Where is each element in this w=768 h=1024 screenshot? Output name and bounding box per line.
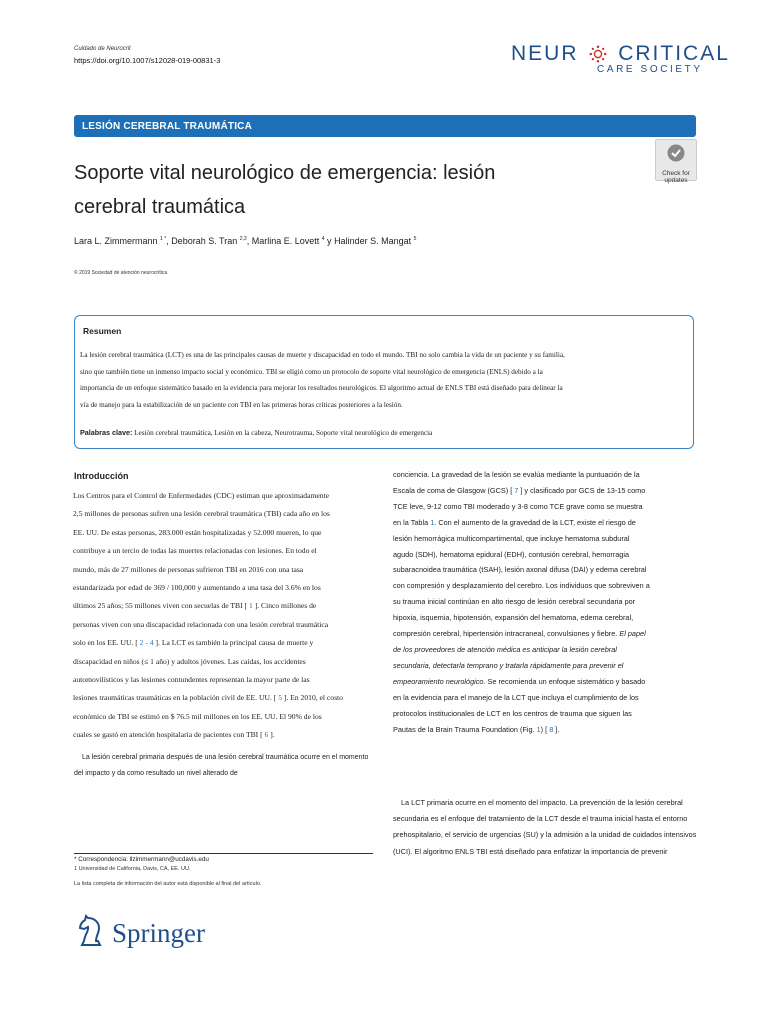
reference-link[interactable]: 5 — [278, 693, 282, 703]
intro-heading: Introducción — [74, 471, 129, 481]
text-line: Escala de coma de Glasgow (GCS) [ 7 ] y clasificado por GCS de 13-15 como — [393, 485, 646, 495]
text-line: agudo (SDH), hematoma epidural (EDH), contusión cerebral, hemorragia — [393, 549, 630, 559]
reference-link[interactable]: 6 — [264, 730, 269, 740]
text-line: discapacidad en niños (≤ 1 año) y adultos jóvenes. Las caídas, los accidentes — [73, 656, 306, 666]
author-affiliation: 1 * — [160, 236, 167, 242]
title-line-2: cerebral traumática — [74, 196, 246, 218]
author-name: Marlina E. Lovett — [251, 236, 320, 246]
check-for-updates-badge[interactable] — [655, 139, 697, 184]
text-line: subaracnoidea traumática (tSAH), lesión axonal difusa (DAI) y edema cerebral — [393, 565, 647, 575]
badge-line-2: updates — [664, 177, 688, 184]
ncs-logo — [511, 42, 730, 82]
copyright-notice: © 2019 Sociedad de atención neurocrítica — [74, 270, 168, 276]
text-line: Los Centros para el Control de Enfermedades (CDC) estiman que aproximadamente — [73, 491, 329, 500]
text-line: cuales se gastó en atención hospitalaria de pacientes con TBI [ 6 ]. — [73, 730, 275, 740]
reference-link[interactable]: 7 — [514, 485, 519, 495]
section-label: LESIÓN CEREBRAL TRAUMÁTICA — [82, 121, 253, 132]
intro-paragraph-2: La lesión cerebral primaria después de una lesión cerebral traumática ocurre en el momento del impacto y da como resultado un nivel alterado de — [74, 754, 369, 777]
title-line-1: Soporte vital neurológico de emergencia: lesión — [74, 162, 496, 184]
abstract-heading: Resumen — [83, 326, 122, 336]
text-line: mundo, más de 27 millones de personas sufrieron TBI en 2016 con una tasa — [73, 564, 304, 574]
right-paragraph-2: La LCT primaria ocurre en el momento del impacto. La prevención de la lesión cerebral secundaria es el enfoque del tratamiento de la LCT desde el trauma inicial hasta el entorno prehospitalario, el servicio de urgencias (SU) y la admisión a la unidad de cuidados intensivos (UCI). El algoritmo ENLS TBI está diseñado para enfatizar la importancia de prevenir — [393, 798, 697, 856]
author-affiliation: 4 — [321, 236, 325, 242]
section-banner — [74, 115, 696, 137]
badge-line-1: Check for — [662, 170, 690, 177]
figure-link[interactable]: 1 — [536, 724, 541, 734]
springer-logo — [74, 914, 205, 950]
text-line: 2,5 millones de personas sufren una lesión cerebral traumática (TBI) cada año en los — [73, 509, 330, 519]
text-line: de los proveedores de atención médica es anticipar la lesión cerebral — [393, 644, 617, 654]
text-line: automovilísticos y las lesiones contundentes representan la mayor parte de las — [73, 675, 310, 685]
text-line: protocolos institucionales de LCT en los centros de trauma que siguen las — [393, 708, 632, 718]
text-line: empeoramiento neurológico. Se recomienda un enfoque sistemático y basado — [393, 676, 646, 686]
abstract-line: sino que también tiene un inmenso impacto social y económico. TBI se eligió como un protocolo de soporte vital neurológico de emergencia (ENLS) debido a la — [80, 367, 543, 376]
reference-link[interactable]: 8 — [549, 724, 554, 734]
text-line: en la evidencia para el manejo de la LCT que incluya el cumplimiento de los — [393, 692, 639, 702]
neuron-icon — [589, 45, 607, 63]
chess-knight-icon — [74, 914, 108, 948]
abstract-box — [74, 315, 694, 449]
text-line: secundaria, detectarla temprano y tratarla rápidamente para prevenir el — [393, 660, 624, 670]
text-line: últimos 25 años; 55 millones viven con secuelas de TBI [ 1 ]. Cinco millones de — [73, 601, 317, 611]
text-line: hipoxia, isquemia, hipotensión, expansión del hematoma, edema cerebral, — [393, 613, 634, 623]
intro-right-column — [393, 467, 698, 737]
text-line: estandarizada por edad de 369 / 100,000 y aumentando a una tasa del 3.6% en los — [73, 583, 321, 593]
journal-name: Cuidado de Neurocrit — [74, 46, 131, 52]
author-affiliation: 2,3 — [239, 236, 247, 242]
logo-subtitle: CARE SOCIETY — [597, 64, 703, 76]
keywords-list: Lesión cerebral traumática, Lesión en la cabeza, Neurotrauma, Soporte vital neurológico de emergencia — [134, 429, 433, 437]
text-line: personas viven con una discapacidad relacionada con una lesión cerebral traumática — [73, 619, 329, 629]
reference-link[interactable]: 2 - 4 — [139, 638, 154, 648]
text-line: lesiones traumáticas traumáticas en la población civil de EE. UU. [ 5 ]. En 2010, el costo — [73, 693, 343, 703]
text-line: Pautas de la Brain Trauma Foundation (Fig. 1) [ 8 ]. — [393, 724, 560, 734]
author-list: Lara L. Zimmermann $^{1 *}$, Deborah S. Tran $^{2,3}$, Marlina E. Lovett $^4$ y Halinder S. Mangat $^5$ — [74, 236, 417, 246]
doi-link[interactable]: https://doi.org/10.1007/s12028-019-00831-3 — [74, 56, 221, 65]
author-name: Lara L. Zimmermann — [74, 236, 158, 246]
logo-text-right: CRITICAL — [618, 42, 730, 66]
keywords — [80, 428, 432, 437]
correspondence-footnote: * Correspondencia: llzimmermann@ucdavis.edu — [74, 856, 209, 863]
text-line: en la Tabla 1. Con el aumento de la gravedad de la LCT, existe el riesgo de — [393, 517, 636, 527]
article-title — [74, 156, 634, 224]
abstract-body — [80, 347, 685, 413]
author-info-note: La lista completa de información del autor está disponible al final del artículo. — [74, 881, 262, 887]
footnote-divider — [74, 853, 373, 854]
author-affiliation: 5 — [413, 236, 417, 242]
table-link[interactable]: 1 — [430, 517, 435, 527]
text-line: conciencia. La gravedad de la lesión se evalúa mediante la puntuación de la — [393, 470, 640, 479]
abstract-line: vía de manejo para la estabilización de un paciente con TBI en las primeras horas críticas posteriores a la lesión. — [80, 400, 403, 409]
updates-icon — [665, 143, 687, 163]
reference-link[interactable]: 1 — [248, 601, 253, 611]
author-name: Deborah S. Tran — [171, 236, 238, 246]
text-line: contribuye a un tercio de todas las muertes relacionadas con lesiones. En todo el — [73, 546, 317, 556]
text-line: TCE leve, 9-12 como TBI moderado y 3-8 como TCE grave como se muestra — [393, 501, 643, 511]
text-line: compresión cerebral, hipertensión intracraneal, convulsiones y fiebre. El papel — [393, 629, 646, 639]
keywords-label: Palabras clave: — [80, 428, 133, 437]
intro-left-column — [73, 487, 373, 745]
text-line: su trauma inicial continúan en alto riesgo de lesión cerebral secundaria por — [393, 597, 636, 607]
abstract-line: La lesión cerebral traumática (LCT) es una de las principales causas de muerte y discapacidad en todo el mundo. TBI no solo cambia la vida de un paciente y su familia, — [80, 351, 565, 359]
text-line: solo en los EE. UU. [ 2 - 4 ]. La LCT es también la principal causa de muerte y — [73, 638, 314, 648]
text-line: EE. UU. De estas personas, 283.000 están hospitalizadas y 52.000 mueren, lo que — [73, 527, 322, 537]
text-line: con compresión y desplazamiento del cerebro. Los individuos que sobreviven a — [393, 581, 650, 591]
publisher-name: Springer — [112, 918, 205, 948]
affiliation-footnote: 1 Universidad de California, Davis, CA, EE. UU. — [74, 866, 191, 872]
author-name: Halinder S. Mangat — [334, 236, 412, 246]
text-line: lesión hemorrágica multicompartimental, que incluye hematoma subdural — [393, 533, 630, 543]
text-line: económico de TBI se estimó en $ 76.5 mil millones en los EE. UU. El 90% de los — [73, 711, 322, 721]
logo-text-left: NEUR — [511, 42, 579, 66]
abstract-line: importancia de un enfoque sistemático basado en la evidencia para mejorar los resultados neurológicos. El algoritmo actual de ENLS TBI está diseñado para delinear la — [80, 384, 563, 392]
